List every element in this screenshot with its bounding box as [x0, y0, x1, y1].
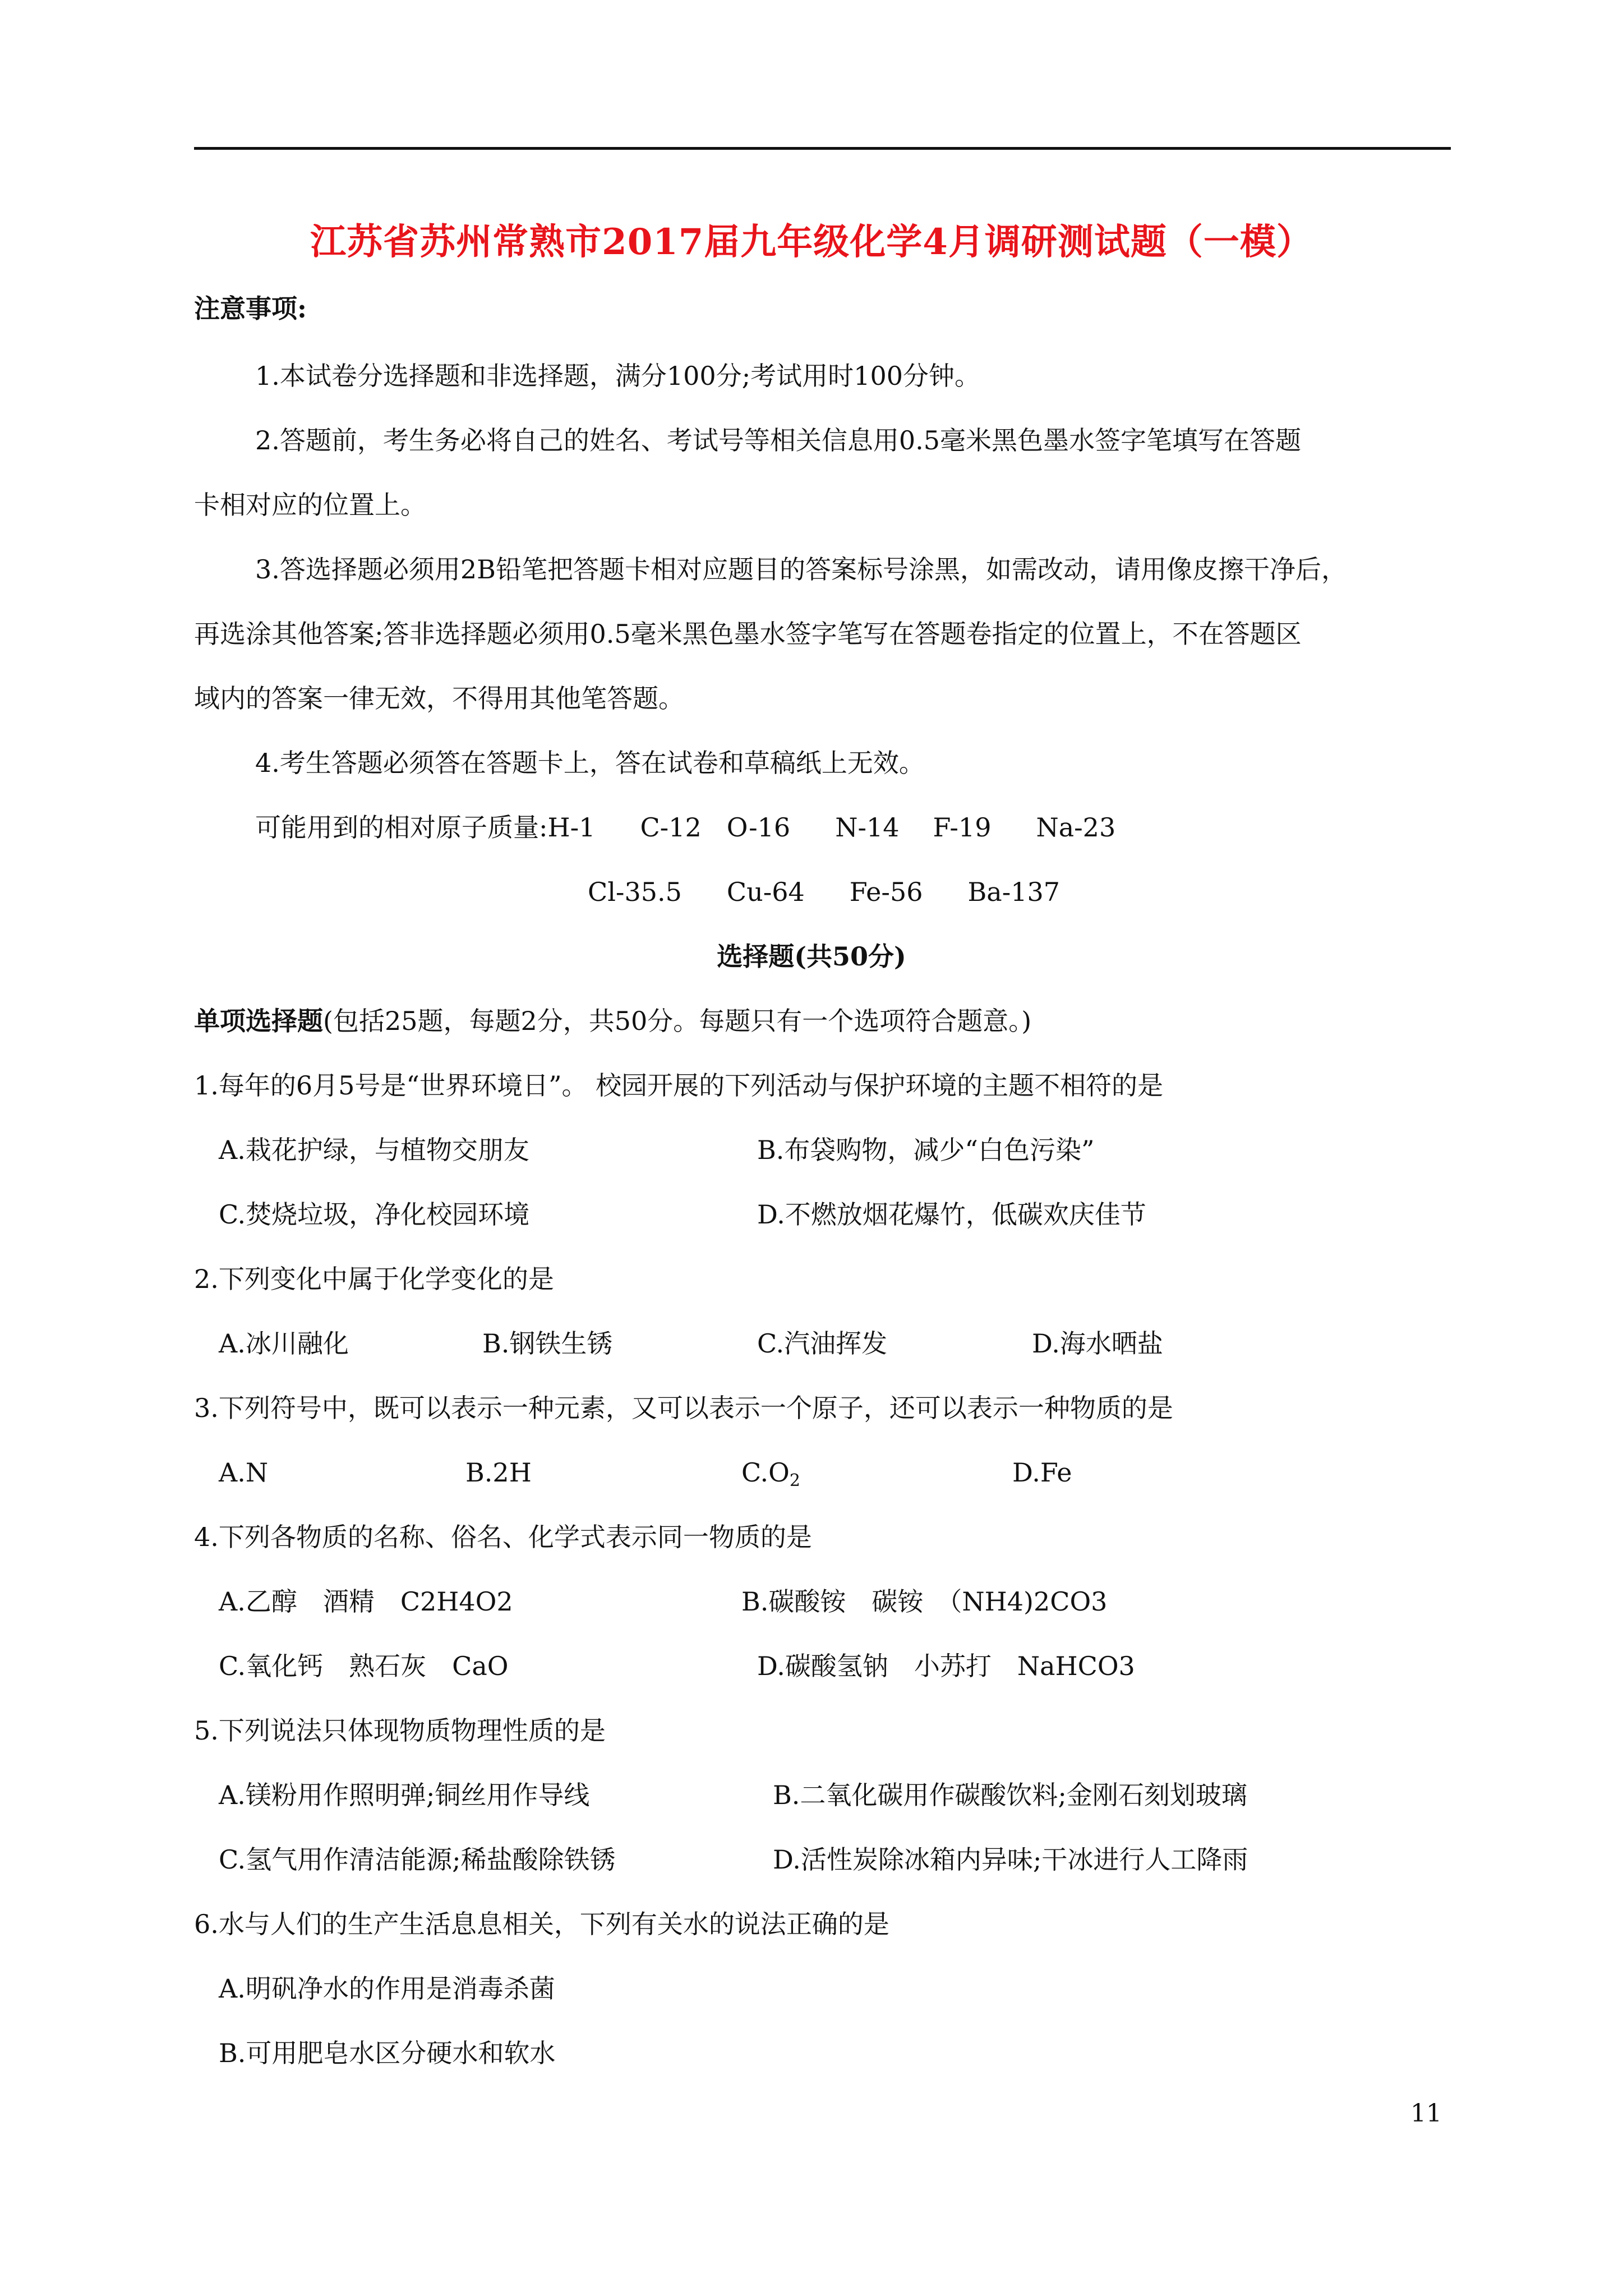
- question-2-option-a: A.冰川融化: [219, 1328, 349, 1359]
- atomic-mass-item: Cl-35.5: [588, 877, 682, 907]
- question-5-option-d: D.活性炭除冰箱内异味;干冰进行人工降雨: [773, 1844, 1248, 1875]
- question-5-stem: 5.下列说法只体现物质物理性质的是: [194, 1715, 606, 1746]
- question-3-option-a: A.N: [219, 1457, 269, 1488]
- question-4-option-a: A.乙醇 酒精 C2H4O2: [219, 1586, 513, 1617]
- atomic-mass-item: O-16: [726, 812, 791, 843]
- question-2-stem: 2.下列变化中属于化学变化的是: [194, 1264, 554, 1294]
- section-heading: 选择题(共50分): [717, 941, 906, 972]
- notice-heading: 注意事项:: [194, 293, 307, 324]
- question-1-option-d: D.不燃放烟花爆竹，低碳欢庆佳节: [757, 1199, 1146, 1230]
- notice-item-4: 4.考生答题必须答在答题卡上，答在试卷和草稿纸上无效。: [255, 748, 925, 778]
- question-3-option-b: B.2H: [465, 1457, 532, 1488]
- question-1-stem: 1.每年的6月5号是“世界环境日”。 校园开展的下列活动与保护环境的主题不相符的是: [194, 1070, 1164, 1101]
- notice-item-2-cont: 卡相对应的位置上。: [194, 490, 426, 520]
- header-rule: [194, 147, 1451, 150]
- atomic-mass-item: F-19: [933, 812, 992, 843]
- question-3-option-c: [741, 1456, 800, 1489]
- section-subheading: [194, 1004, 1031, 1038]
- question-6-stem: 6.水与人们的生产生活息息相关，下列有关水的说法正确的是: [194, 1909, 889, 1939]
- question-2-option-d: D.海水晒盐: [1032, 1328, 1163, 1359]
- notice-item-3: 3.答选择题必须用2B铅笔把答题卡相对应题目的答案标号涂黑，如需改动，请用像皮擦干净后，: [255, 554, 1347, 585]
- question-3-stem: 3.下列符号中，既可以表示一种元素，又可以表示一个原子，还可以表示一种物质的是: [194, 1393, 1173, 1423]
- question-2-option-b: B.钢铁生锈: [482, 1328, 613, 1359]
- atomic-mass-item: H-1: [547, 812, 596, 843]
- notice-item-1: 1.本试卷分选择题和非选择题，满分100分;考试用时100分钟。: [255, 361, 980, 391]
- question-6-option-b: B.可用肥皂水区分硬水和软水: [219, 2038, 556, 2068]
- atomic-mass-row-1: [255, 811, 1115, 844]
- atomic-mass-label: 可能用到的相对原子质量:: [255, 812, 548, 843]
- question-5-option-c: C.氢气用作清洁能源;稀盐酸除铁锈: [219, 1844, 616, 1875]
- question-2-option-c: C.汽油挥发: [757, 1328, 888, 1359]
- question-4-option-b: B.碳酸铵 碳铵 （NH4)2CO3: [741, 1586, 1108, 1617]
- question-4-option-c: C.氧化钙 熟石灰 CaO: [219, 1651, 509, 1681]
- atomic-mass-item: C-12: [640, 812, 702, 843]
- subheading-label: 单项选择题: [194, 1006, 323, 1036]
- subheading-note: (包括25题，每题2分，共50分。每题只有一个选项符合题意。): [323, 1006, 1032, 1036]
- atomic-mass-item: Ba-137: [967, 877, 1061, 907]
- question-1-option-b: B.布袋购物，减少“白色污染”: [757, 1135, 1095, 1165]
- notice-item-3-cont2: 域内的答案一律无效，不得用其他笔答题。: [194, 683, 684, 714]
- question-4-stem: 4.下列各物质的名称、俗名、化学式表示同一物质的是: [194, 1522, 812, 1552]
- subscript: 2: [789, 1471, 800, 1490]
- atomic-mass-item: Cu-64: [726, 877, 805, 907]
- page-title: 江苏省苏州常熟市2017届九年级化学4月调研测试题（一模）: [310, 221, 1313, 263]
- atomic-mass-row-2: [588, 875, 1060, 909]
- question-5-option-b: B.二氧化碳用作碳酸饮料;金刚石刻划玻璃: [773, 1780, 1247, 1810]
- option-c-text: C.O: [741, 1457, 790, 1488]
- atomic-mass-item: N-14: [835, 812, 900, 843]
- atomic-mass-item: Na-23: [1036, 812, 1116, 843]
- question-1-option-a: A.栽花护绿，与植物交朋友: [219, 1135, 529, 1165]
- question-1-option-c: C.焚烧垃圾，净化校园环境: [219, 1199, 530, 1230]
- atomic-mass-item: Fe-56: [849, 877, 923, 907]
- notice-item-3-cont: 再选涂其他答案;答非选择题必须用0.5毫米黑色墨水签字笔写在答题卷指定的位置上，不在答题区: [194, 619, 1302, 649]
- question-3-option-d: D.Fe: [1012, 1457, 1072, 1488]
- notice-item-2: 2.答题前，考生务必将自己的姓名、考试号等相关信息用0.5毫米黑色墨水签字笔填写在答题: [255, 425, 1302, 455]
- page-number: 11: [1410, 2099, 1442, 2128]
- question-5-option-a: A.镁粉用作照明弹;铜丝用作导线: [219, 1780, 590, 1810]
- question-6-option-a: A.明矾净水的作用是消毒杀菌: [219, 1973, 555, 2004]
- question-4-option-d: D.碳酸氢钠 小苏打 NaHCO3: [757, 1651, 1135, 1681]
